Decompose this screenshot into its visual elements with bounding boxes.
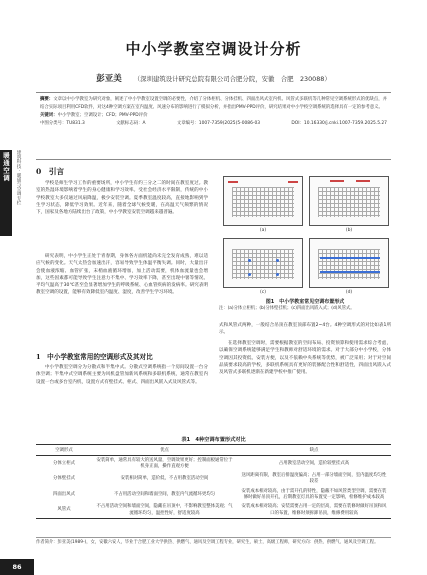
heading-section-1: 1 中小学教室常用的空调形式及其对比 (36, 353, 153, 361)
table-row (36, 487, 391, 503)
section-1-paragraph: 中小学教室空调分为分散式和半集中式。分散式空调系统指一个房间设置一台分体空调；半集中式空调系统主要为风机盘管加新风系统和多联机系统，通常在教室内设置一台或多台室内机，设置方式有壁挂式、柜式、四面出风嵌入式及风管式等。 (36, 365, 208, 385)
comparison-table (36, 444, 391, 519)
affiliation: （深圳建筑设计研究总院有限公司合肥分院，安徽 合肥 230088） (133, 75, 331, 83)
table-header-pros: 优点 (92, 445, 237, 456)
figure-panel-b-label: (b) (345, 228, 353, 233)
byline (30, 72, 397, 84)
table-cell-cons: 占用教室活动空间，造价较壁挂式高 (278, 460, 350, 466)
table-cell-pros: 安装相对简单，造价低，不占用教室活动空间 (120, 476, 209, 482)
section-tab-label: 暖通空调 (2, 152, 10, 182)
table-header-row (36, 445, 391, 456)
right-column-paragraph-2: 在选择教室空调时，需要根据教室的空间布局、投资预算和使用需求综合考虑，以确保空调系统能够满足学生和教师对舒适环境的需求。对于大部分中小学校，分体空调因其投资低、安装方便，以及不依赖中央系统等优势，被广泛采用；对于对空间品质要求较高的学校，多联机系统具有更好的装修配合性和舒适性，四面出风嵌入式及风管式多联机逐渐在新建学校中推广使用。 (219, 341, 391, 376)
table-row (36, 472, 391, 488)
article-number: 文章编号：1007-7359(2025)5-0086-03 (176, 120, 261, 126)
abstract-box (36, 92, 391, 160)
table-cell-pros: 安装简单，通常具有较大的送风量，空调效果更好；控制面板通常位于机身正面，操作直观方便 (96, 457, 233, 469)
page-number: 86 (0, 559, 34, 575)
table-cell-cons: 安装成本相对较高；安装需要占用一定的层高，需要在装修时做好吊顶和风口的布置，维修时须拆卸吊顶，维修费用较高 (237, 503, 391, 519)
article-title: 中小学教室空调设计分析 (125, 40, 302, 58)
heading-introduction: 0 引言 (36, 167, 65, 176)
article-ids (40, 120, 387, 128)
doi: DOI：10.16330/j.cnki.1007-7359.2025.5.27 (291, 120, 387, 126)
table-cell-type: 风管式 (36, 503, 92, 519)
table-cell-type: 分体壁挂式 (53, 476, 75, 482)
table-row (36, 456, 391, 472)
keywords-label: 关键词： (40, 113, 58, 118)
keywords-text: 中小学教室；空调设计；CFD；PMV-PPD评价 (57, 113, 148, 118)
figure-caption: 图1 中小学教室常见空调布置形式 (265, 299, 345, 305)
table-cell-cons: 送风距离有限，教室后排温度偏高；占用一部分墙面空间，室内温度均匀性较差 (241, 473, 387, 485)
intro-paragraph-1: 学校是师生学习工作的重要场所，中小学生有约三分之二的时间在教室度过。教室的热湿环境影响着学生的身心健康和学习效率。受社会经济水平限制，传统的中小学校教室大多仅通过风扇降温，极少安装空调。夏季教室温度较高，直接地影响到学生学习状态，降低学习效果。近年来，随着全球气候变暖，在高温天气频繁的情况下，国家及各地方陆续出台了政策，中小学教室安装空调越来越普遍。 (36, 181, 208, 216)
figure-panel-a-label: (a) (259, 228, 267, 233)
keywords (40, 112, 387, 120)
table-cell-type: 四面出风式 (53, 491, 75, 497)
table-row (36, 503, 391, 519)
figure-subcaption: 注：(a)分体立柜机；(b)分体壁挂机；(c)四面出风嵌入式；(d)风管式。 (219, 306, 355, 311)
abstract-text: 文章以中小学教室为研究对象，阐述了中小学教室设置空调的必要性，介绍了分体柜机、分体挂机、四面出风式室内机、风管式多联机等几种常见空调系统形式的优缺点，并结合实际项目利用CFD软件，对这4种空调方案在室内温度、风速分布的影响进行了模拟分析，并指出PMV-PPD评价，研究结果对中小学校空调系统的选择具有一定的参考意义。 (40, 97, 387, 110)
author-name: 彭亚美 (96, 74, 122, 84)
figure-panel-b (309, 176, 389, 226)
table-header-cons: 缺点 (237, 445, 391, 456)
table-cell-type: 分体立柜式 (53, 460, 75, 466)
abstract-label: 摘要： (40, 97, 54, 102)
abstract (40, 96, 387, 111)
figure-panel-c (223, 238, 303, 288)
right-column-paragraph-1: 式和风管式两种，一般结合吊顶在教室顶部布置2~4台。4种空调形式的对比如表1所示。 (219, 323, 391, 336)
figure-panel-c-label: (c) (260, 290, 266, 295)
table-cell-cons: 安装成本相对较高，由于需开孔的特性，隐蔽不如风管类型空调，需要在装修时做好吊顶开孔，后期教室灯具的布置受一定影响，检修维护成本较高 (241, 488, 387, 500)
figure-1 (219, 172, 391, 310)
table-caption: 表1 4种空调布置形式对比 (181, 437, 246, 443)
author-footnote: 作者简介：彭亚美(1989-)，女，安徽六安人，毕业于合肥工业大学供热、供燃气、通风及空调工程专业，研究生，硕士，高级工程师，研究方向：供热、供燃气、通风及空调工程。 (36, 537, 391, 547)
figure-panel-d-label: (d) (345, 290, 353, 295)
figure-panel-a (223, 176, 303, 226)
table-cell-pros: 不占用活动空间和墙面空间，隐藏在吊顶中，不影响教室整体美观；气流循环均匀，温控性好，舒适度较高 (92, 503, 237, 519)
table-cell-pros: 不占用活动空间和墙面空间，教室内气流循环更均匀 (114, 491, 215, 497)
document-code: 文献标志码：A (116, 120, 146, 126)
intro-paragraph-2: 研究表明，中小学生正处于青春期，身体各方面机能尚未完全发育成熟，难以适应气候的变化。天气太热会加速出汗，容易导致学生体温平衡失调。同时，大量出汗会使血液浓缩、血管扩张，末梢血液循环增加，加上活动需要，机体血流量也会增加，这些因素都可能导致学生注意力不集中、学习效率下降，甚至出现中暑等情况。平均气温高于30℃甚至会显著增加学生的呼吸系统、心血管疾病的发病率。研究表明教室空调的设置，能够有效降低室内温度、湿度，改善学生学习环境。 (36, 254, 208, 296)
clc-code: 中图分类号：TU831.3 (40, 120, 85, 126)
table-header-type: 空调形式 (36, 445, 92, 456)
section-subtitle: 建筑科技 · 暖通与空调专栏 (16, 150, 21, 205)
figure-panel-d (309, 238, 389, 288)
